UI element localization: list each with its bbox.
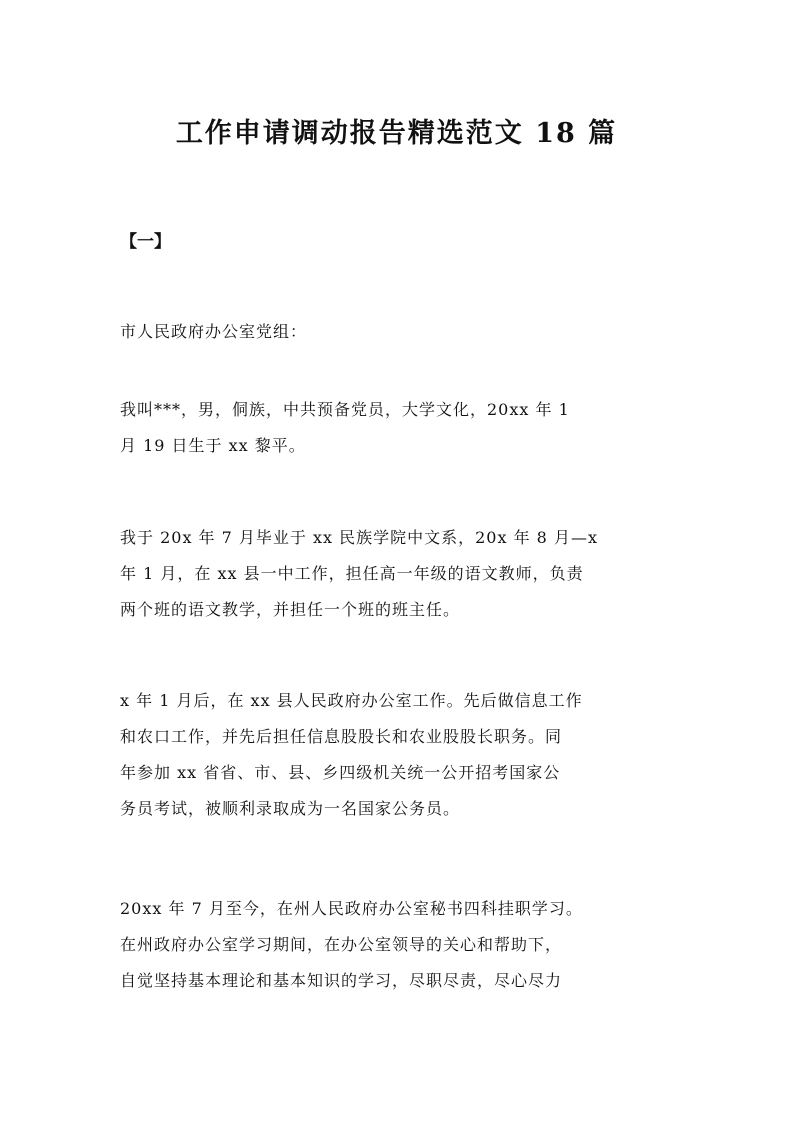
text-line: 在州政府办公室学习期间，在办公室领导的关心和帮助下， [120, 935, 563, 954]
text-line: x 年 1 月后，在 xx 县人民政府办公室工作。先后做信息工作 [120, 691, 583, 710]
text-line: 年参加 xx 省省、市、县、乡四级机关统一公开招考国家公 [120, 763, 561, 782]
paragraph-current-position [120, 891, 673, 999]
paragraph-government-work [120, 683, 673, 827]
text-line: 20xx 年 7 月至今，在州人民政府办公室秘书四科挂职学习。 [120, 899, 583, 918]
text-line: 自觉坚持基本理论和基本知识的学习，尽职尽责，尽心尽力 [120, 971, 563, 990]
document-title: 工作申请调动报告精选范文 18 篇 [175, 118, 618, 150]
paragraph-education-history [120, 520, 673, 628]
text-line: 我于 20x 年 7 月毕业于 xx 民族学院中文系，20x 年 8 月—x [120, 528, 598, 547]
text-line: 年 1 月，在 xx 县一中工作，担任高一年级的语文教师，负责 [120, 564, 584, 583]
section-heading: 【一】 [120, 232, 171, 252]
paragraph-personal-info [120, 392, 673, 464]
text-line: 务员考试，被顺利录取成为一名国家公务员。 [120, 799, 461, 818]
text-line: 和农口工作，并先后担任信息股股长和农业股股长职务。同 [120, 727, 563, 746]
text-line: 月 19 日生于 xx 黎平。 [120, 436, 306, 455]
salutation: 市人民政府办公室党组： [120, 322, 308, 341]
text-line: 我叫***，男，侗族，中共预备党员，大学文化，20xx 年 1 [120, 400, 570, 419]
text-line: 两个班的语文教学，并担任一个班的班主任。 [120, 600, 461, 619]
